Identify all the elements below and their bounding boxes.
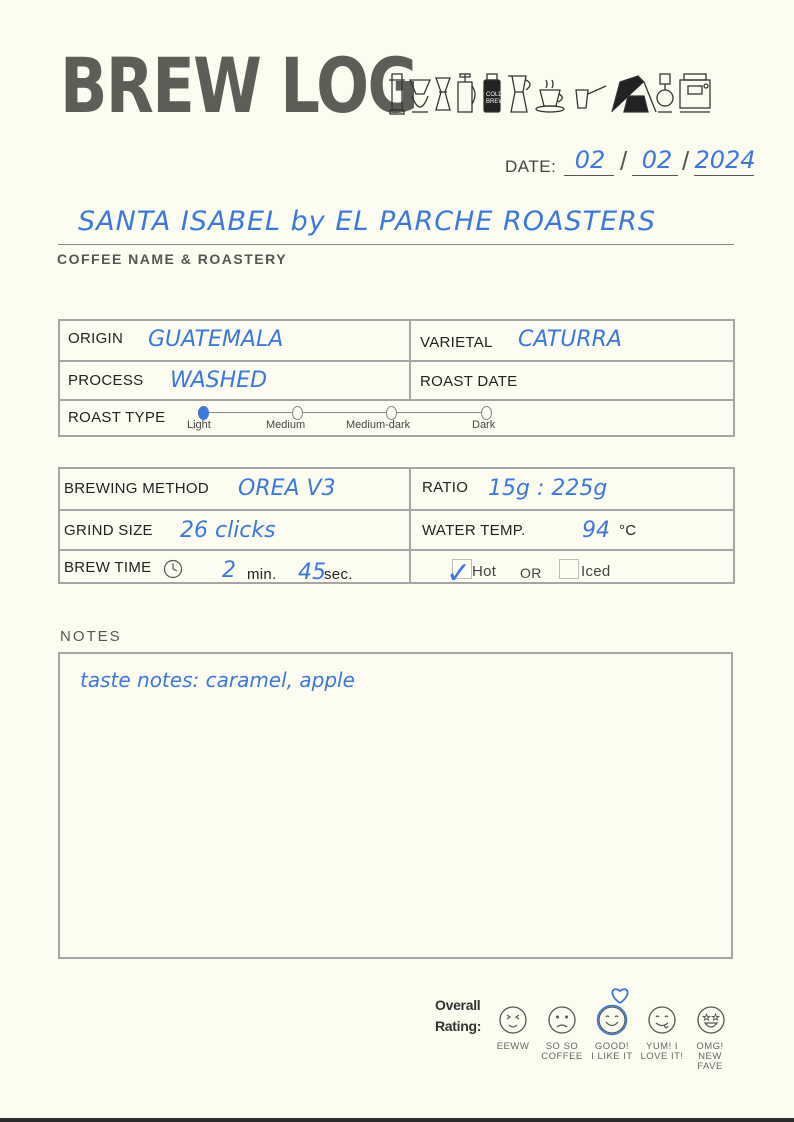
roast-date-label: ROAST DATE (420, 373, 518, 390)
minutes-label: min. (247, 566, 277, 583)
table-divider (58, 509, 735, 511)
table-divider (58, 399, 735, 401)
temp-unit: °C (619, 522, 637, 539)
iced-label: Iced (581, 563, 611, 580)
seconds-label: sec. (324, 566, 353, 583)
rating-caption-line: I LIKE IT (591, 1051, 633, 1062)
check-mark-icon: ✓ (446, 557, 472, 590)
aeropress-icon (389, 74, 405, 114)
turkish-pot-icon (576, 86, 606, 108)
coffee-name-value[interactable]: SANTA ISABEL by EL PARCHE ROASTERS (78, 206, 657, 237)
rating-option-good[interactable] (587, 1042, 637, 1062)
cold-brew-icon (484, 74, 504, 112)
brewing-method-value[interactable]: OREA V3 (238, 476, 336, 501)
page-title: BREW LOG (60, 41, 418, 130)
roast-option-medium-dark-bean-icon[interactable] (386, 406, 397, 420)
rating-option-omg[interactable] (685, 1042, 735, 1072)
omg-face-icon[interactable] (695, 1004, 727, 1036)
brew-time-label: BREW TIME (64, 559, 152, 576)
overall-rating-label (435, 995, 481, 1037)
rating-option-eeww[interactable] (488, 1042, 538, 1052)
roast-option-light-bean-icon[interactable] (198, 406, 209, 420)
date-month[interactable]: 02 (641, 146, 673, 174)
chemex-icon (436, 78, 450, 110)
brew-minutes-value[interactable]: 2 (222, 558, 236, 583)
notes-box[interactable] (58, 652, 733, 959)
brewing-method-label: BREWING METHOD (64, 480, 210, 497)
origin-label: ORIGIN (68, 330, 124, 347)
table-divider (409, 467, 411, 584)
date-day[interactable]: 02 (574, 146, 606, 174)
espresso-machine-icon (680, 74, 710, 112)
rating-caption-line: FAVE (697, 1061, 723, 1072)
rating-caption-line: EEWW (496, 1041, 530, 1052)
date-year[interactable]: 2024 (694, 146, 756, 174)
moka-pot-icon (508, 76, 530, 112)
espresso-lever-icon (612, 76, 656, 112)
rating-caption-line: YUM! I (645, 1041, 679, 1052)
rating-caption-line: GOOD! (594, 1041, 630, 1052)
good-face-icon[interactable] (596, 1004, 628, 1036)
table-divider (58, 360, 735, 362)
origin-value[interactable]: GUATEMALA (148, 327, 284, 352)
grind-size-value[interactable]: 26 clicks (180, 518, 276, 543)
varietal-value[interactable]: CATURRA (518, 327, 622, 352)
water-temp-label: WATER TEMP. (422, 522, 526, 539)
coffee-name-label: COFFEE NAME & ROASTERY (57, 251, 288, 267)
hot-label: Hot (472, 563, 497, 580)
brew-seconds-value[interactable]: 45 (298, 560, 326, 585)
rating-option-so-so[interactable] (537, 1042, 587, 1062)
pour-over-icon (410, 80, 430, 112)
rating-caption-line: LOVE IT! (640, 1051, 684, 1062)
grind-size-label: GRIND SIZE (64, 522, 153, 539)
roast-option-medium[interactable]: Medium (266, 419, 306, 431)
roast-option-dark-bean-icon[interactable] (481, 406, 492, 420)
notes-label: NOTES (60, 628, 122, 645)
coffee-name-line (58, 244, 734, 245)
date-month-line (632, 175, 678, 176)
french-press-icon (458, 74, 475, 112)
roast-option-light[interactable]: Light (187, 419, 211, 431)
date-separator: / (620, 146, 628, 176)
table-divider (58, 549, 735, 551)
date-label: DATE: (505, 157, 557, 176)
rating-option-yum[interactable] (637, 1042, 687, 1062)
iced-checkbox[interactable] (559, 559, 579, 579)
coffee-cup-icon (536, 80, 564, 112)
water-temp-value[interactable]: 94 (582, 518, 610, 543)
coffee-equipment-icons (388, 72, 718, 118)
ratio-value[interactable]: 15g : 225g (488, 476, 608, 501)
rating-label-line: Overall (435, 997, 481, 1013)
ratio-label: RATIO (422, 479, 469, 496)
svg-text:BREW: BREW (486, 99, 504, 105)
so-so-face-icon[interactable] (546, 1004, 578, 1036)
roast-type-slider-track (202, 412, 488, 413)
rating-caption-line: NEW (698, 1051, 722, 1062)
rating-caption-line: SO SO (545, 1041, 579, 1052)
notes-text[interactable]: taste notes: caramel, apple (80, 668, 355, 692)
table-divider (409, 319, 411, 400)
roast-option-dark[interactable]: Dark (472, 419, 496, 431)
process-value[interactable]: WASHED (170, 368, 268, 393)
rating-caption-line: OMG! (696, 1041, 724, 1052)
selected-heart-icon (604, 983, 636, 1007)
clock-icon (163, 559, 183, 579)
roast-option-medium-dark[interactable]: Medium-dark (346, 419, 411, 431)
date-day-line (564, 175, 614, 176)
yum-face-icon[interactable] (646, 1004, 678, 1036)
date-separator: / (682, 146, 690, 176)
svg-text:COLD: COLD (486, 92, 503, 98)
varietal-label: VARIETAL (420, 334, 493, 351)
roast-type-label: ROAST TYPE (68, 409, 166, 426)
or-label: OR (520, 565, 542, 581)
roast-option-medium-bean-icon[interactable] (292, 406, 303, 420)
process-label: PROCESS (68, 372, 144, 389)
siphon-icon (657, 74, 673, 112)
date-year-line (694, 175, 754, 176)
eeww-face-icon[interactable] (497, 1004, 529, 1036)
page-bottom-edge (0, 1118, 794, 1122)
rating-label-line: Rating: (435, 1018, 482, 1034)
rating-caption-line: COFFEE (541, 1051, 583, 1062)
